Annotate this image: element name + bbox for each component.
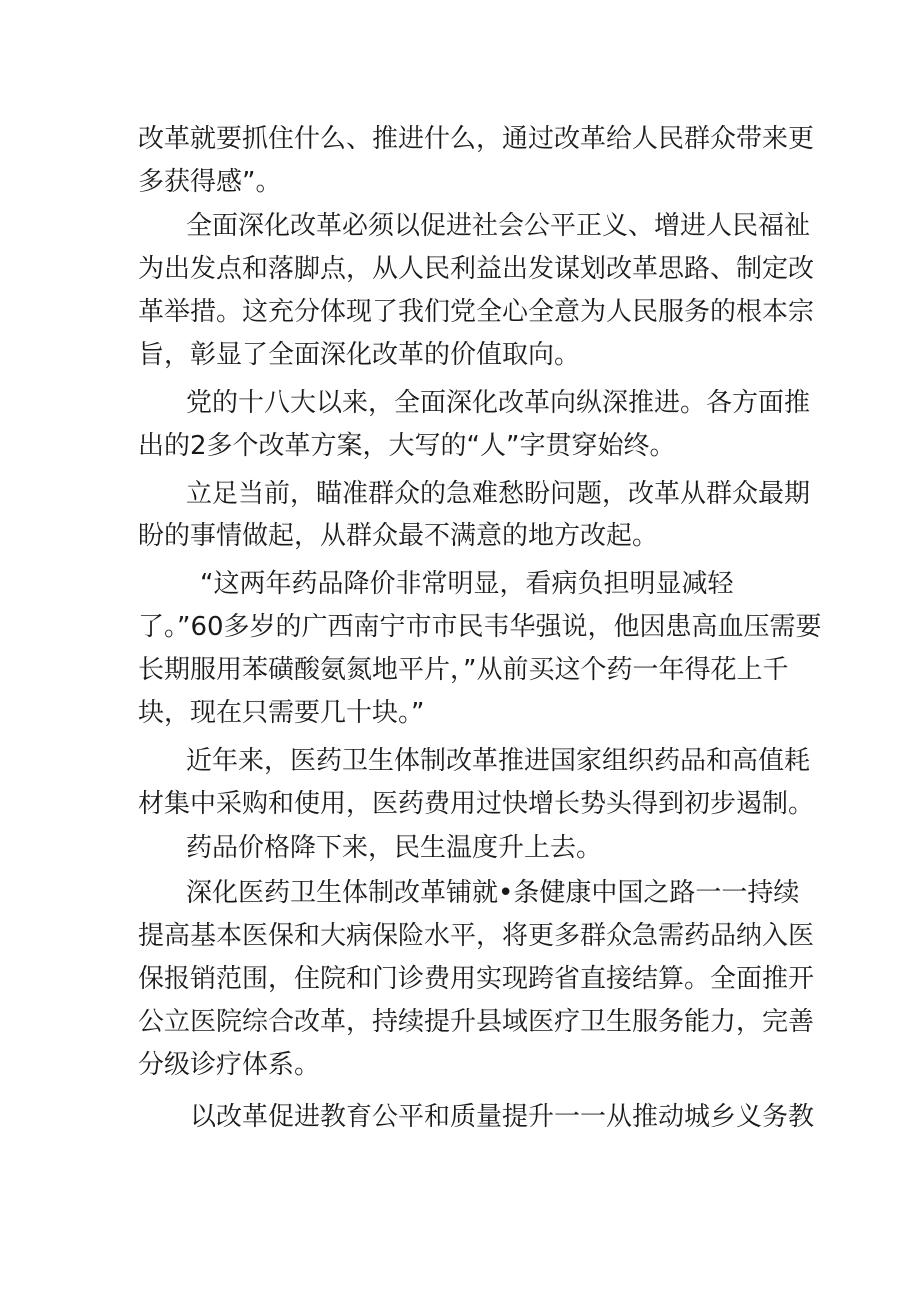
text-line: 出的2多个改革方案，大写的“人”字贯穿始终。	[138, 431, 676, 461]
text-line: 党的十八大以来，全面深化改革向纵深推进。各方面推	[186, 388, 811, 418]
text-line: 长期服用苯磺酸氨氮地平片，”从前买这个药一年得花上千	[138, 655, 789, 685]
text-line: 材集中采购和使用，医药费用过快增长势头得到初步遏制。	[138, 789, 815, 819]
text-line: 近年来，医药卫生体制改革推进国家组织药品和高值耗	[186, 746, 811, 776]
text-line: 分级诊疗体系。	[138, 1050, 321, 1080]
text-line: 改革就要抓住什么、推进什么，通过改革给人民群众带来更	[138, 124, 815, 154]
text-line: 块，现在只需要几十块。”	[138, 698, 425, 728]
text-line: 盼的事情做起，从群众最不满意的地方改起。	[138, 521, 659, 551]
text-line: 以改革促进教育公平和质量提升一一从推动城乡义务教	[190, 1102, 815, 1132]
text-line: 为出发点和落脚点，从人民利益出发谋划改革思路、制定改	[138, 254, 815, 284]
text-line: 全面深化改革必须以促进社会公平正义、增进人民福祉	[186, 211, 811, 241]
text-line: 革举措。这充分体现了我们党全心全意为人民服务的根本宗	[138, 297, 815, 327]
text-line: 深化医药卫生体制改革铺就•条健康中国之路一一持续	[186, 878, 800, 908]
text-line: 保报销范围，住院和门诊费用实现跨省直接结算。全面推开	[138, 964, 815, 994]
text-line: 了。”60多岁的广西南宁市市民韦华强说，他因患高血压需要	[138, 612, 822, 642]
text-line: 立足当前，瞄准群众的急难愁盼问题，改革从群众最期	[186, 479, 811, 509]
text-line: 多获得感”。	[138, 167, 282, 197]
text-line: 旨，彰显了全面深化改革的价值取向。	[138, 340, 581, 370]
text-line: 公立医院综合改革，持续提升县域医疗卫生服务能力，完善	[138, 1007, 815, 1037]
text-line: “这两年药品降价非常明显，看病负担明显减轻	[200, 569, 734, 599]
text-line: 药品价格降下来，民生温度升上去。	[186, 833, 603, 863]
text-line: 提高基本医保和大病保险水平，将更多群众急需药品纳入医	[138, 921, 815, 951]
